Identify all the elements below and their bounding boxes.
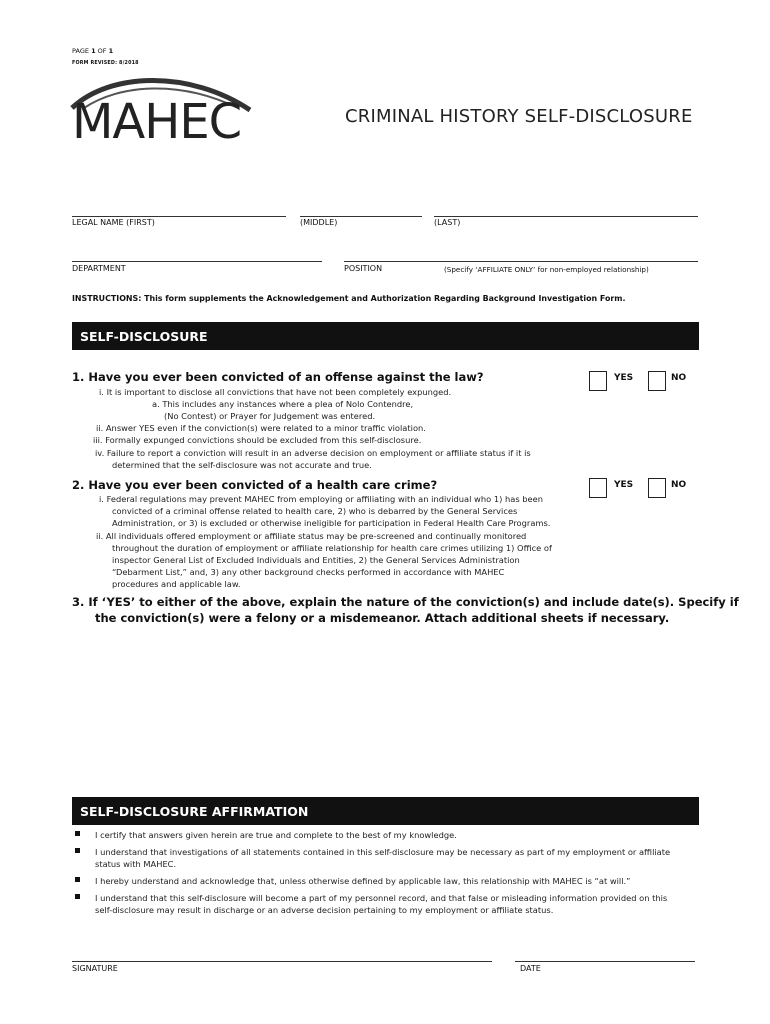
affirmation-item-4: I understand that this self-disclosure will become a part of my personnel record, and that false or misleading information provided on this	[95, 893, 668, 903]
q2-yes-checkbox[interactable]	[589, 478, 607, 498]
affirmation-item-1: I certify that answers given herein are true and complete to the best of my knowledge.	[95, 830, 457, 840]
first-name-line[interactable]	[72, 216, 286, 217]
q1-no-checkbox[interactable]	[648, 371, 666, 391]
affirmation-item-2-cont: status with MAHEC.	[95, 859, 177, 869]
page-of: OF	[97, 47, 107, 55]
q2-note-1-cont-a: convicted of a criminal offense related to health care, 2) who is debarred by the General Services	[112, 506, 518, 516]
q2-note-1-cont-b: Administration, or 3) is excluded or otherwise ineligible for participation in Federal Health Care Programs.	[112, 518, 551, 528]
q2-note-2-cont-d: procedures and applicable law.	[112, 579, 241, 589]
q1-note-1: i. It is important to disclose all convictions that have not been completely expunged.	[99, 387, 452, 397]
affirmation-item-4-cont: self-disclosure may result in discharge or an adverse decision pertaining to my employment or affiliate status.	[95, 905, 554, 915]
q2-note-2-cont-b: inspector General List of Excluded Individuals and Entities, 2) the General Services Administration	[112, 555, 520, 565]
question-3-line-2: the conviction(s) were a felony or a misdemeanor. Attach additional sheets if necessary.	[95, 611, 670, 625]
form-revised: FORM REVISED: 8/2018	[72, 61, 139, 66]
date-label: DATE	[520, 964, 541, 973]
q1-note-1a: a. This includes any instances where a plea of Nolo Contendre,	[152, 399, 414, 409]
logo-text: MAHEC	[72, 94, 242, 150]
q1-note-3: iii. Formally expunged convictions should be excluded from this self-disclosure.	[93, 435, 422, 445]
explanation-area[interactable]	[72, 632, 699, 792]
position-note: (Specify ‘AFFILIATE ONLY’ for non-employed relationship)	[444, 265, 649, 274]
page-number: 1	[91, 47, 96, 55]
q1-yes-checkbox[interactable]	[589, 371, 607, 391]
bullet-icon	[75, 877, 80, 882]
q1-note-1a-cont: (No Contest) or Prayer for Judgement was entered.	[164, 411, 376, 421]
position-label: POSITION	[344, 264, 383, 273]
q1-note-4: iv. Failure to report a conviction will result in an adverse decision on employment or affiliate status if it is	[95, 448, 531, 458]
q1-note-4-cont: determined that the self-disclosure was not accurate and true.	[112, 460, 372, 470]
page-title: CRIMINAL HISTORY SELF-DISCLOSURE	[345, 106, 693, 127]
page-label: PAGE	[72, 47, 89, 55]
bullet-icon	[75, 831, 80, 836]
signature-line[interactable]	[72, 961, 492, 962]
department-label: DEPARTMENT	[72, 264, 126, 273]
question-3-line-1: 3. If ‘YES’ to either of the above, explain the nature of the conviction(s) and include date(s). Specify if	[72, 595, 739, 609]
mahec-logo	[70, 78, 265, 150]
affirmation-item-2: I understand that investigations of all statements contained in this self-disclosure may be necessary as part of my employment or affiliate	[95, 847, 671, 857]
position-line[interactable]	[344, 261, 698, 262]
q1-note-2: ii. Answer YES even if the conviction(s) were related to a minor traffic violation.	[96, 423, 426, 433]
affirmation-heading: SELF-DISCLOSURE AFFIRMATION	[72, 797, 699, 825]
question-1: 1. Have you ever been convicted of an offense against the law?	[72, 370, 484, 384]
middle-name-line[interactable]	[300, 216, 422, 217]
q1-no-label: NO	[671, 373, 687, 383]
date-line[interactable]	[515, 961, 695, 962]
affirmation-item-3: I hereby understand and acknowledge that, unless otherwise defined by applicable law, this relationship with MAHEC is “at will.”	[95, 876, 631, 886]
q2-note-1: i. Federal regulations may prevent MAHEC from employing or affiliating with an individual who 1) has been	[99, 494, 544, 504]
bullet-icon	[75, 848, 80, 853]
q2-no-checkbox[interactable]	[648, 478, 666, 498]
q1-yes-label: YES	[614, 373, 634, 383]
q2-yes-label: YES	[614, 480, 634, 490]
page-total: 1	[108, 47, 114, 55]
q2-no-label: NO	[671, 480, 687, 490]
first-name-label: LEGAL NAME (FIRST)	[72, 218, 155, 227]
last-name-label: (LAST)	[434, 218, 461, 227]
q2-note-2-cont-c: “Debarment List,” and, 3) any other background checks performed in accordance with MAHEC	[112, 567, 505, 577]
department-line[interactable]	[72, 261, 322, 262]
middle-name-label: (MIDDLE)	[300, 218, 338, 227]
question-2: 2. Have you ever been convicted of a health care crime?	[72, 478, 438, 492]
signature-label: SIGNATURE	[72, 964, 118, 973]
last-name-line[interactable]	[434, 216, 698, 217]
page-indicator	[72, 47, 113, 55]
self-disclosure-heading: SELF-DISCLOSURE	[72, 322, 699, 350]
bullet-icon	[75, 894, 80, 899]
q2-note-2: ii. All individuals offered employment or affiliate status may be pre-screened and continually monitored	[96, 531, 527, 541]
q2-note-2-cont-a: throughout the duration of employment or affiliate relationship for health care crimes utilizing 1) Office of	[112, 543, 552, 553]
instructions: INSTRUCTIONS: This form supplements the Acknowledgement and Authorization Regarding Background Investigation Form.	[72, 294, 626, 303]
